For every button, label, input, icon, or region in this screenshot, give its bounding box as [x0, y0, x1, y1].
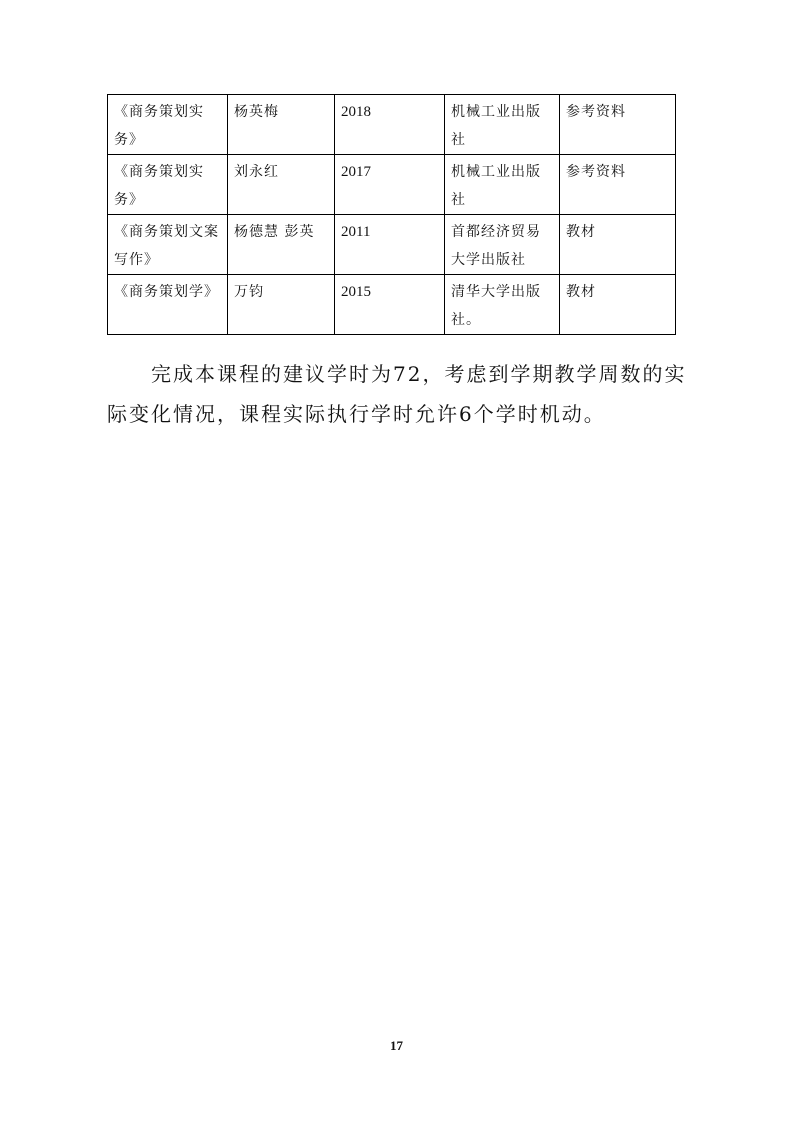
- book-publisher-cell: 首都经济贸易大学出版社: [445, 215, 560, 275]
- reference-book-table: [107, 94, 676, 335]
- table-row: [108, 155, 676, 215]
- book-author-cell: 杨德慧 彭英: [228, 215, 335, 275]
- book-title-cell: 《商务策划实务》: [108, 95, 228, 155]
- book-type-cell: 教材: [560, 275, 676, 335]
- course-hours-paragraph: 完成本课程的建议学时为72，考虑到学期教学周数的实际变化情况，课程实际执行学时允许6个学时机动。: [107, 362, 687, 426]
- book-year-cell: 2017: [335, 155, 445, 215]
- book-type-cell: 教材: [560, 215, 676, 275]
- book-author-cell: 刘永红: [228, 155, 335, 215]
- book-type-cell: 参考资料: [560, 95, 676, 155]
- book-year-cell: 2018: [335, 95, 445, 155]
- book-year-cell: 2011: [335, 215, 445, 275]
- book-title-cell: 《商务策划文案写作》: [108, 215, 228, 275]
- book-author-cell: 杨英梅: [228, 95, 335, 155]
- book-author-cell: 万钧: [228, 275, 335, 335]
- table-row: [108, 95, 676, 155]
- book-title-cell: 《商务策划学》: [108, 275, 228, 335]
- table-row: [108, 215, 676, 275]
- book-publisher-cell: 机械工业出版社: [445, 95, 560, 155]
- book-title-cell: 《商务策划实务》: [108, 155, 228, 215]
- book-publisher-cell: 清华大学出版社。: [445, 275, 560, 335]
- page-number: 17: [390, 1038, 403, 1053]
- book-publisher-cell: 机械工业出版社: [445, 155, 560, 215]
- table-row: [108, 275, 676, 335]
- book-type-cell: 参考资料: [560, 155, 676, 215]
- book-year-cell: 2015: [335, 275, 445, 335]
